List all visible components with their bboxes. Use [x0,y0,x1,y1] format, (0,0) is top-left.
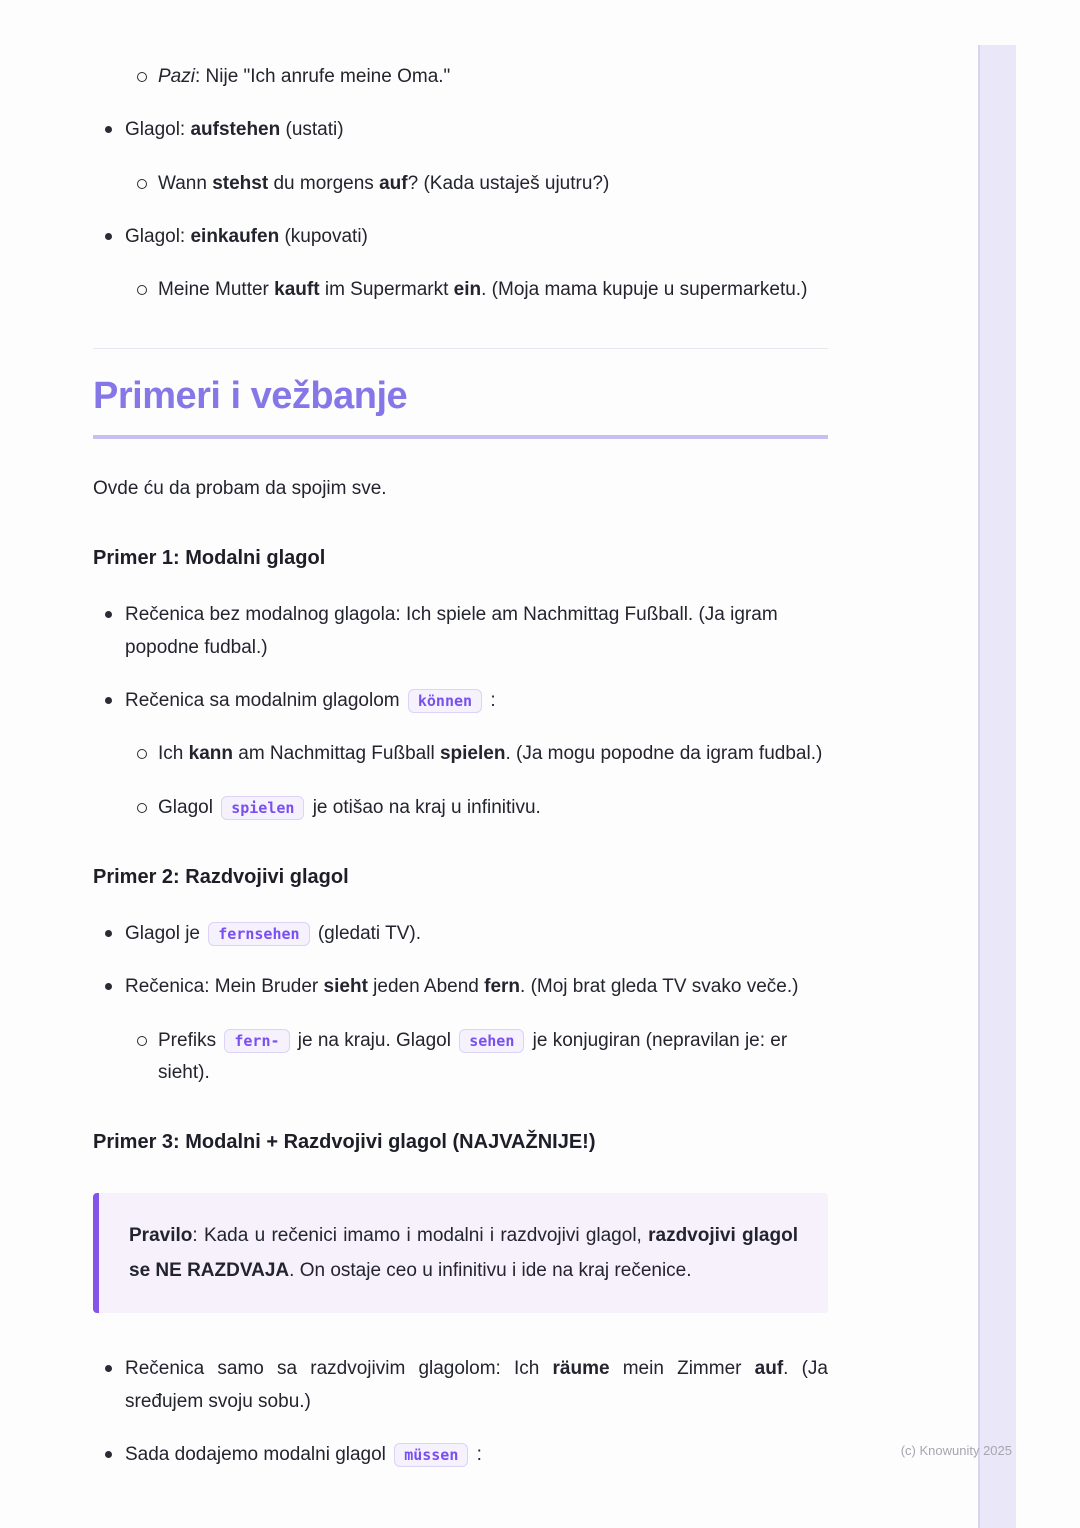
sub-heading: Primer 3: Modalni + Razdvojivi glagol (NAJVAŽNIJE!) [93,1131,596,1154]
inline-code-chip: fern- [224,1029,289,1053]
sub-bullet-marker [137,61,158,93]
text-run: Glagol [158,796,219,818]
text-run: einkaufen [190,225,280,247]
text-run: Glagol: [125,119,191,141]
list-item-text [125,685,828,717]
list-item-text [125,599,828,664]
text-run: du morgens [268,172,380,194]
text-run: : [485,690,496,712]
bullet-marker [104,221,125,253]
text-run: : Nije "Ich anrufe meine Oma." [194,66,451,87]
rule-callout [93,1193,828,1313]
text-run: fern [484,976,521,998]
bullet-item [93,1439,828,1471]
text-run: mein Zimmer [609,1358,755,1380]
sub-bullet-item [93,1025,828,1090]
list-item-text [158,738,828,770]
text-run: Rečenica sa modalnim glagolom [125,690,405,712]
sub-heading: Primer 1: Modalni glagol [93,547,326,570]
text-run: . On ostaje ceo u infinitivu i ide na kraj rečenice. [289,1260,692,1282]
bullet-item [93,918,828,950]
document-body [93,40,828,1492]
list-item-text [125,114,828,146]
bullet-item [93,1353,828,1418]
text-run: stehst [212,172,269,194]
text-run: kauft [274,279,320,301]
list-item-text [158,168,828,200]
list-item-text [158,61,828,93]
text-run: räume [552,1358,610,1380]
bullet-marker [104,685,125,717]
sub-bullet-marker [137,168,158,200]
bullet-marker [104,114,125,146]
bullet-marker [104,1439,125,1471]
text-run: je na kraju. Glagol [292,1029,457,1051]
scrollbar-track[interactable] [978,45,1016,1528]
text-run: (gledati TV). [312,922,421,944]
paragraph [93,473,828,505]
text-run: ein [453,279,482,301]
text-run: im Supermarkt [319,279,454,301]
text-run: Rečenica: Mein Bruder [125,976,324,998]
bullet-marker [104,1353,125,1418]
text-run: Prefiks [158,1029,222,1051]
bullet-marker [104,918,125,950]
text-run: razdvojivi glagol se NE RAZDVAJA [129,1225,798,1282]
sub-bullet-marker [137,792,158,824]
sub-bullet-item [93,738,828,770]
text-run: : [471,1444,482,1466]
sub-bullet-marker [137,274,158,306]
bullet-marker [104,599,125,664]
text-run: (ustati) [280,119,344,141]
text-run: Sada dodajemo modalni glagol [125,1444,392,1466]
list-item-text [158,1025,828,1090]
text-run: aufstehen [190,119,281,141]
text-run: je konjugiran (nepravilan je: er sieht). [158,1029,788,1083]
inline-code-chip: müssen [394,1443,468,1467]
text-run: kann [188,743,233,765]
text-run: Pravilo [129,1225,193,1247]
bullet-item [93,221,828,253]
sub-bullet-item [93,792,828,824]
sub-bullet-marker [137,1025,158,1090]
text-run: sieht [323,976,368,998]
section-divider [93,348,828,349]
sub-bullet-item [93,168,828,200]
list-item-text [125,918,828,950]
bullet-item [93,599,828,664]
list-item-text [125,1353,828,1418]
inline-code-chip: fernsehen [208,922,309,946]
text-run: Meine Mutter [158,279,275,301]
text-run: jeden Abend [367,976,485,998]
text-run: am Nachmittag Fußball [232,743,440,765]
sub-heading: Primer 2: Razdvojivi glagol [93,865,349,888]
bullet-marker [104,971,125,1003]
text-run: Glagol je [125,922,206,944]
text-run: Rečenica bez modalnog glagola: Ich spiele am Nachmittag Fußball. (Ja igram popodne fudbal.) [125,604,778,658]
sub-bullet-item [93,61,828,93]
text-run: auf [754,1358,784,1380]
bullet-item [93,114,828,146]
text-run: . (Moj brat gleda TV svako veče.) [520,976,799,998]
text-run: : Kada u rečenici imamo i modalni i razdvojivi glagol, [192,1225,649,1247]
text-run: Ich [158,743,189,765]
text-run: je otišao na kraj u infinitivu. [307,796,541,818]
section-heading: Primeri i vežbanje [93,375,828,439]
sub-bullet-marker [137,738,158,770]
text-run: Rečenica samo sa razdvojivim glagolom: Ich [125,1358,553,1380]
text-run: ? (Kada ustaješ ujutru?) [407,172,610,194]
watermark-text: (c) Knowunity 2025 [900,1443,1012,1458]
text-run: Ovde ću da probam da spojim sve. [93,478,387,500]
sub-bullet-item [93,274,828,306]
text-run: Wann [158,172,213,194]
bullet-item [93,971,828,1003]
list-item-text [158,274,828,306]
text-run: . (Ja sređujem svoju sobu.) [125,1358,828,1412]
text-run: Pazi [158,66,195,87]
inline-code-chip: sehen [459,1029,524,1053]
list-item-text [125,1439,828,1471]
text-run: auf [379,172,408,194]
text-run: . (Moja mama kupuje u supermarketu.) [481,279,808,301]
bullet-item [93,685,828,717]
inline-code-chip: spielen [221,796,304,820]
list-item-text [158,792,828,824]
text-run: Glagol: [125,225,191,247]
text-run: . (Ja mogu popodne da igram fudbal.) [505,743,823,765]
text-run: spielen [439,743,506,765]
text-run: (kupovati) [279,225,368,247]
inline-code-chip: können [408,689,482,713]
list-item-text [125,221,828,253]
list-item-text [125,971,828,1003]
